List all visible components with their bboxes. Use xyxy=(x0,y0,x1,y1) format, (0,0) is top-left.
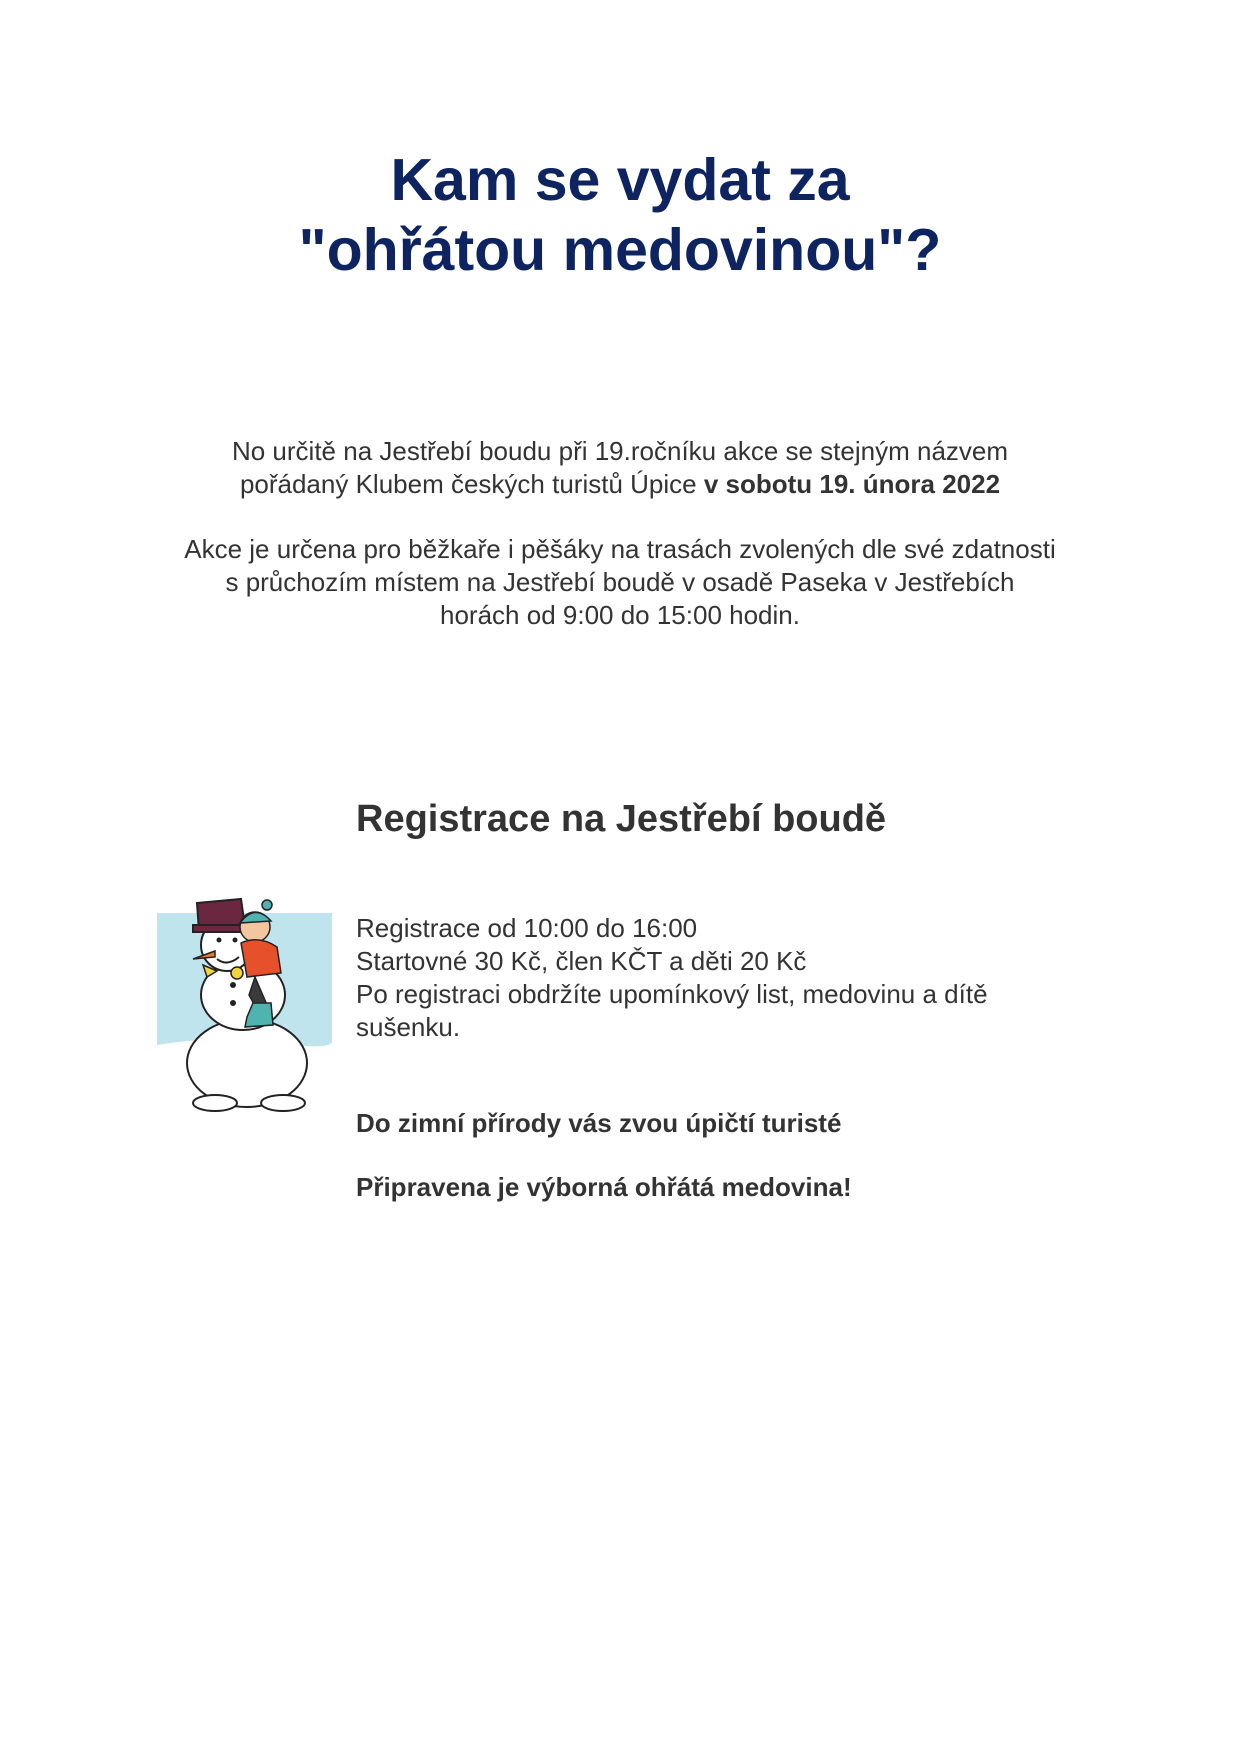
intro-paragraph xyxy=(0,435,1240,501)
page-title xyxy=(0,145,1240,285)
closing-mead: Připravena je výborná ohřátá medovina! xyxy=(356,1172,852,1202)
page-title-line-1: Kam se vydat za xyxy=(390,147,850,213)
description-paragraph xyxy=(0,533,1240,632)
description-line-2: s průchozím místem na Jestřebí boudě v osadě Paseka v Jestřebích xyxy=(225,567,1015,597)
description-line-3: horách od 9:00 do 15:00 hodin. xyxy=(440,600,800,630)
registration-details xyxy=(356,912,1096,1044)
closing-invite: Do zimní přírody vás zvou úpičtí turisté xyxy=(356,1108,842,1138)
intro-line-2 xyxy=(0,468,1240,501)
registration-heading: Registrace na Jestřebí boudě xyxy=(356,798,887,840)
registration-gift-line-1: Po registraci obdržíte upomínkový list, medovinu a dítě xyxy=(356,979,988,1009)
intro-line-1: No určitě na Jestřebí boudu při 19.ročníku akce se stejným názvem xyxy=(231,436,1009,466)
snowman-illustration xyxy=(155,885,335,1115)
description-line-1: Akce je určena pro běžkaře i pěšáky na trasách zvolených dle své zdatnosti xyxy=(184,534,1056,564)
page-title-line-2: "ohřátou medovinou"? xyxy=(298,217,942,283)
registration-fee: Startovné 30 Kč, člen KČT a děti 20 Kč xyxy=(356,946,807,976)
intro-line-2-prefix: pořádaný Klubem českých turistů Úpice xyxy=(239,469,704,499)
registration-hours: Registrace od 10:00 do 16:00 xyxy=(356,913,698,943)
registration-gift-line-2: sušenku. xyxy=(356,1012,461,1042)
event-date: v sobotu 19. února 2022 xyxy=(703,469,1001,499)
